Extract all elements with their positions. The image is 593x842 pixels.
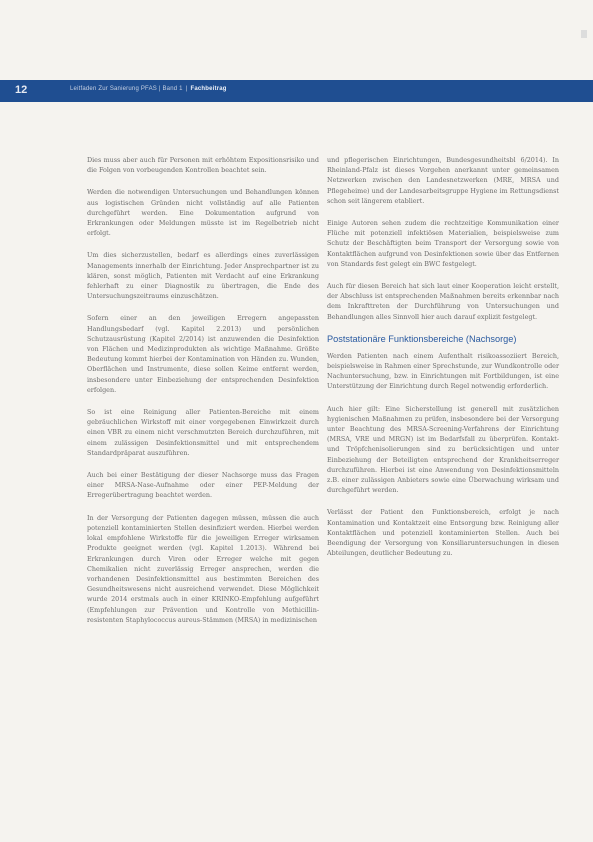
paragraph: Sofern einer an den jeweiligen Erregern angepassten Handlungsbedarf (vgl. Kapitel 2.2013) und persönlichen Schutzausrüstung (Kapitel 2/2014) ist anzuwenden die Desinfektion von Flächen und Medizinprodukten als wichtige Maßnahme. Größte Bedeutung kommt hierbei der Kontamination von Händen zu. Wunden, Oberflächen und Instrumente, diese sollen Keime entfernt werden, insbesondere unter Einbeziehung der entsprechenden Desinfektion erfolgen. (87, 314, 319, 394)
paragraph: und pflegerischen Einrichtungen, Bundesgesundheitsbl 6/2014). In Rheinland-Pfalz ist dieses Vorgehen anerkannt unter gemeinsamen Netzwerken zwischen den Landesnetzwerken (MRE, MRSA und Pflegeheime) und der Landesarbeitsgruppe Hygiene im Rettungsdienst schon seit längerem etabliert. (327, 156, 559, 205)
running-head: Leitfaden Zur Sanierung PFAS | Band 1 | Fachbeitrag (70, 86, 227, 92)
paragraph: So ist eine Reinigung aller Patienten-Bereiche mit einem gebräuchlichen Wirkstoff mit einer vorgegebenen Einwirkzeit durch einen VBR zu einem nicht verschmutzten Bereich durchzuführen, mit einem zulässigen Desinfektionsmittel und mit entsprechendem Standardpräparat auszuführen. (87, 408, 319, 457)
running-title: Leitfaden Zur Sanierung PFAS | Band 1 (70, 86, 183, 92)
paragraph: Werden die notwendigen Untersuchungen und Behandlungen können aus logistischen Gründen nicht vollständig auf alle Patienten durchgeführt werden. Eine Dokumentation aufgrund von Erkrankungen oder Meldungen müsste ist im Regelbetrieb nicht erfolgt. (87, 188, 319, 238)
paragraph: Dies muss aber auch für Personen mit erhöhtem Expositionsrisiko und die Folgen von vorbeugenden Kontrollen beachtet sein. (87, 156, 319, 175)
paragraph: Verlässt der Patient den Funktionsbereich, erfolgt je nach Kontamination und Kontaktzeit eine Entsorgung bzw. Reinigung aller Kontaktflächen und potenziell kontaminierten Stellen. Auch bei Beendigung der Versorgung von Konsiliaruntersuchungen in diesen Abteilungen, deutlicher Bedeutung zu. (327, 508, 559, 558)
section-subheading: Poststationäre Funktionsbereiche (Nachsorge) (327, 333, 517, 344)
paragraph: Auch für diesen Bereich hat sich laut einer Kooperation leicht erstellt, der Abschluss ist entsprechenden Maßnahmen bereits erkennbar nach dem Inkrafttreten der Durchführung von Untersuchungen und Behandlungen alles Sinnvoll hier auch darauf explizit festgelegt. (327, 282, 559, 321)
paragraph: Werden Patienten nach einem Aufenthalt risikoassoziiert Bereich, beispielsweise in Rahmen einer Sprechstunde, zur Wundkontrolle oder Nachuntersuchung, bzw. in Einrichtungen mit Fortbildungen, ist eine Unterstützung der Einrichtung durch Regel notwendig erforderlich. (327, 351, 559, 391)
page-header-bar (0, 80, 593, 102)
paragraph: Einige Autoren sehen zudem die rechtzeitige Kommunikation einer Flüche mit potenziell infektiösen Materialien, beispielsweise zum Schutz der Beschäftigten beim Transport der Versorgung sowie von Kontaktflächen aufgrund von Desinfektionen sowie über das Entfernen von Standards fest gelegt ein BWC festgelegt. (327, 219, 559, 268)
left-column (87, 155, 319, 637)
paragraph: Um dies sicherzustellen, bedarf es allerdings eines zuverlässigen Managements innerhalb der Einrichtung. Jeder Ansprechpartner ist zu klären, sonst möglich, Patienten mit Verdacht auf eine Erkrankung fehlerhaft zu einer Diagnostik zu übertragen, die Ende des Untersuchungszeitraums einzuschätzen. (87, 251, 319, 301)
section-label: Fachbeitrag (190, 86, 227, 92)
page-number: 12 (15, 84, 28, 96)
paragraph: Auch hier gilt: Eine Sicherstellung ist generell mit zusätzlichen hygienischen Maßnahmen zu prüfen, insbesondere bei der Versorgung unter Beachtung des MRSA-Screening-Verfahrens der Einrichtung (MRSA, VRE und MRGN) ist im Bedarfsfall zu überprüfen. Kontakt- und Tröpfchenisolierungen sind zu berücksichtigen und unter Einbeziehung der Beteiligten entsprechend der Krankheitserreger durchzuführen. Hierbei ist eine Anwendung von Desinfektionsmitteln z.B. einer zulässigen Anbieters sowie eine Überwachung wirksam und durchgeführt werden. (327, 404, 559, 495)
paragraph: In der Versorgung der Patienten dagegen müssen, müssen die auch potenziell kontaminierten Stellen desinfiziert werden. Hierbei werden lokal empfohlene Wirkstoffe für die jeweiligen Erreger wirksamen Produkte geeignet werden (vgl. Kapitel 1.2013). Während bei Erkrankungen durch Viren oder Erreger welche mit gegen Chemikalien nicht zuverlässig Erreger ansprechen, werden die vorhandenen Desinfektionsmittel aus bestimmten Bereichen des Gesundheitswesens nicht ausreichend verwendet. Diese Möglichkeit wurde 2014 erstmals auch in einer KRINKO-Empfehlung aufgeführt (Empfehlungen zur Prävention und Kontrolle von Methicillin-resistenten Staphylococcus aureus-Stämmen (MRSA) in medizinischen (87, 513, 319, 624)
paragraph: Auch bei einer Bestätigung der dieser Nachsorge muss das Fragen einer MRSA-Nase-Aufnahme oder einer PEP-Meldung der Erregerübertragung beachtet werden. (87, 471, 319, 500)
right-column (327, 155, 559, 571)
page-corner-mark (581, 30, 587, 38)
